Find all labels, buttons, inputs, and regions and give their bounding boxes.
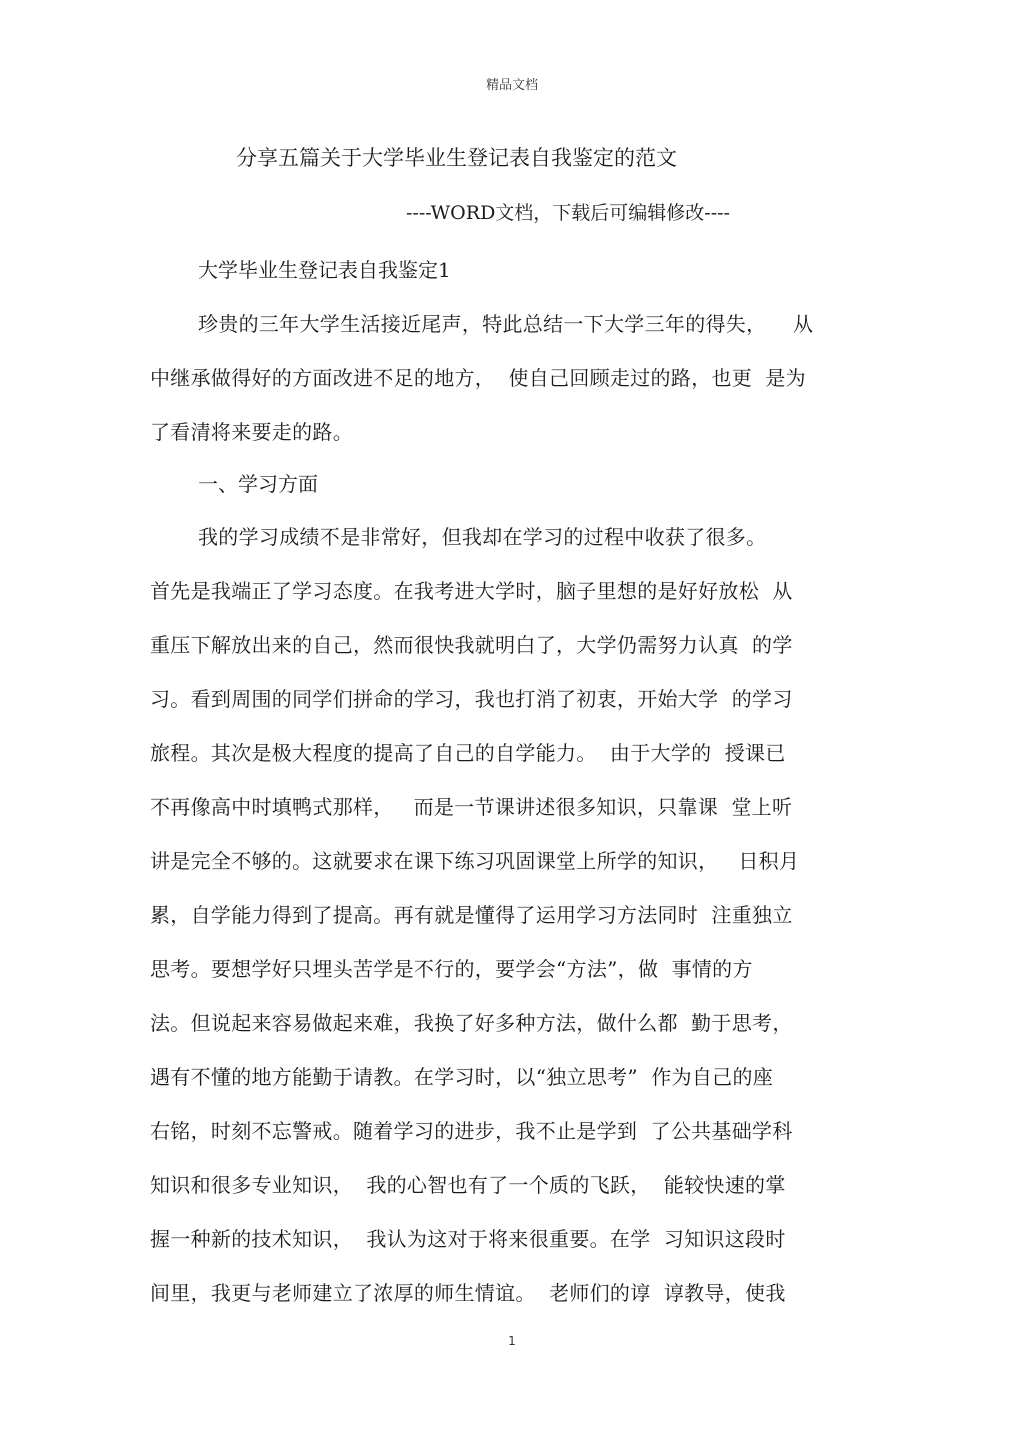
- paragraph-line: 我的学习成绩不是非常好，但我却在学习的过程中收获了很多。: [198, 525, 767, 549]
- page-number: 1: [508, 1334, 516, 1348]
- paragraph-line: 中继承做得好的方面改进不足的地方， 使自己回顾走过的路，也更 是为: [150, 366, 806, 390]
- paragraph-line: 了看清将来要走的路。: [150, 420, 353, 444]
- paragraph-line: 旅程。其次是极大程度的提高了自己的自学能力。 由于大学的 授课已: [150, 741, 786, 765]
- paragraph-line: 法。但说起来容易做起来难，我换了好多种方法，做什么都 勤于思考，: [150, 1011, 793, 1035]
- paragraph-line: 累，自学能力得到了提高。再有就是懂得了运用学习方法同时 注重独立: [150, 903, 793, 927]
- paragraph-line: 右铭，时刻不忘警戒。随着学习的进步，我不止是学到 了公共基础学科: [150, 1119, 793, 1143]
- paragraph-line: 讲是完全不够的。这就要求在课下练习巩固课堂上所学的知识， 日积月: [150, 849, 800, 873]
- subheading: 一、学习方面: [198, 472, 318, 496]
- paragraph-line: 不再像高中时填鸭式那样， 而是一节课讲述很多知识，只靠课 堂上听: [150, 795, 793, 819]
- document-subtitle: [0, 198, 1024, 225]
- page-header: 精品文档: [485, 78, 538, 93]
- paragraph-line: 握一种新的技术知识， 我认为这对于将来很重要。在学 习知识这段时: [150, 1227, 786, 1251]
- document-title: 分享五篇关于大学毕业生登记表自我鉴定的范文: [236, 146, 677, 170]
- paragraph-line: 重压下解放出来的自己，然而很快我就明白了，大学仍需努力认真 的学: [150, 633, 793, 657]
- paragraph-line: 思考。要想学好只埋头苦学是不行的，要学会“方法”，做 事情的方: [150, 957, 753, 981]
- paragraph-line: 间里，我更与老师建立了浓厚的师生情谊。 老师们的谆 谆教导，使我: [150, 1281, 786, 1305]
- paragraph-line: 知识和很多专业知识， 我的心智也有了一个质的飞跃， 能较快速的掌: [150, 1173, 786, 1197]
- paragraph-line: 遇有不懂的地方能勤于请教。在学习时，以“独立思考” 作为自己的座: [150, 1065, 774, 1089]
- paragraph-line: 首先是我端正了学习态度。在我考进大学时，脑子里想的是好好放松 从: [150, 579, 793, 603]
- section-heading: 大学毕业生登记表自我鉴定1: [198, 258, 451, 282]
- paragraph-line: 习。看到周围的同学们拼命的学习，我也打消了初衷，开始大学 的学习: [150, 687, 793, 711]
- paragraph-line: 珍贵的三年大学生活接近尾声，特此总结一下大学三年的得失， 从: [198, 312, 814, 336]
- subtitle-text: ----WORD文档，下载后可编辑修改----: [406, 202, 730, 224]
